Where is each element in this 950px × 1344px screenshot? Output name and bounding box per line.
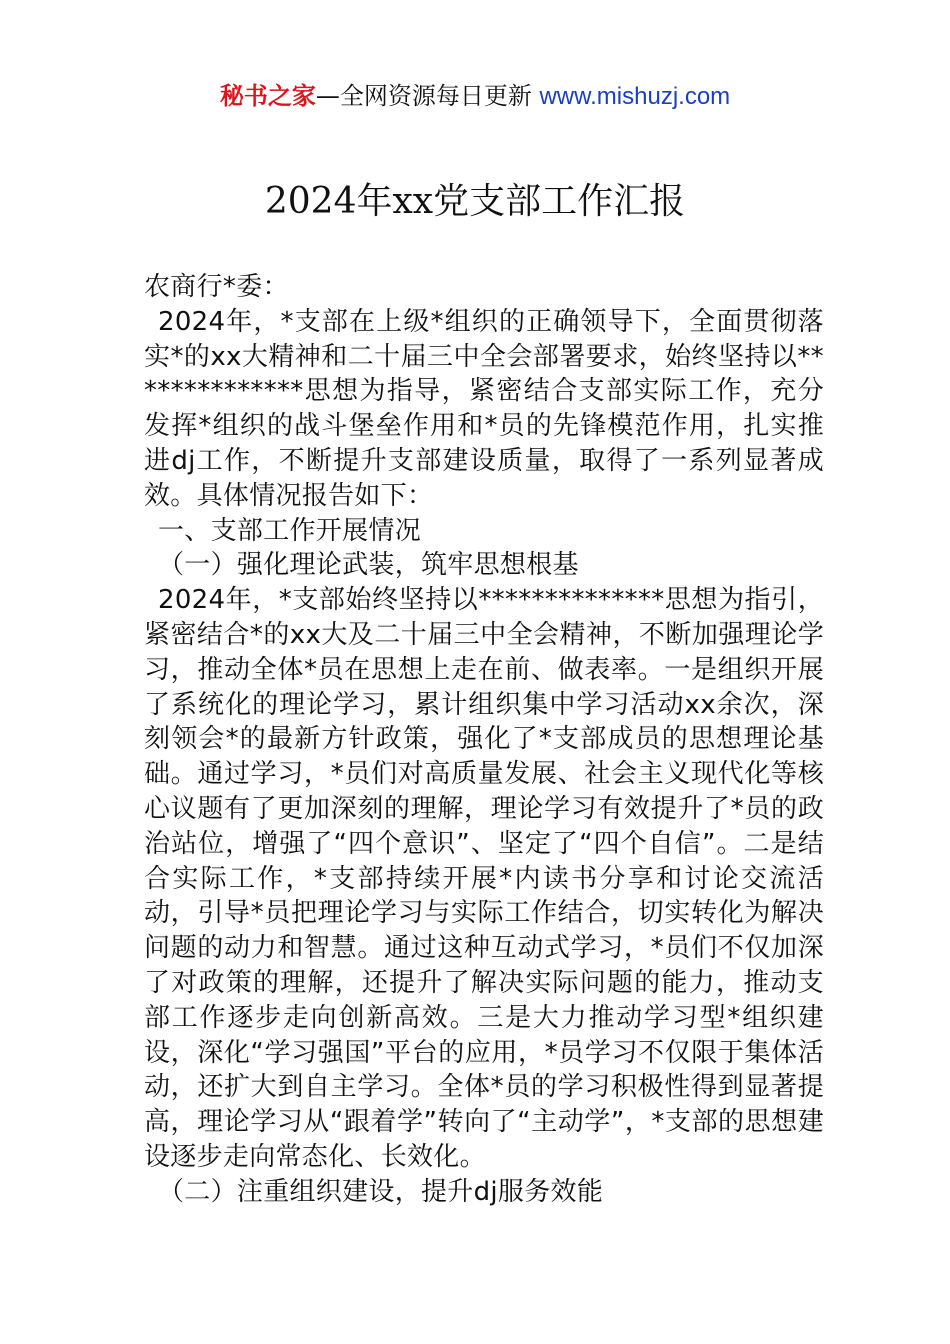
document-title: 2024年xx党支部工作汇报 (264, 181, 686, 222)
subsection-1-body: 2024年，*支部始终坚持以**************思想为指引，紧密结合*的xx大及二十届三中全会精神，不断加强理论学习，推动全体*员在思想上走在前、做表率。一是组织开展了系统化的理论学习，累计组织集中学习活动xx余次，深刻领会*的最新方针政策，强化了*支部成员的思想理论基础。通过学习，*员们对高质量发展、社会主义现代化等核心议题有了更加深刻的理解，理论学习有效提升了*员的政治站位，增强了“四个意识”、坚定了“四个自信”。二是结合实际工作，*支部持续开展*内读书分享和讨论交流活动，引导*员把理论学习与实际工作结合，切实转化为解决问题的动力和智慧。通过这种互动式学习，*员们不仅加深了对政策的理解，还提升了解决实际问题的能力，推动支部工作逐步走向创新高效。三是大力推动学习型*组织建设，深化“学习强国”平台的应用，*员学习不仅限于集体活动，还扩大到自主学习。全体*员的学习积极性得到显著提高，理论学习从“跟着学”转向了“主动学”，*支部的思想建设逐步走向常态化、长效化。 (144, 585, 824, 1172)
site-banner (0, 80, 950, 113)
section-1-heading: 一、支部工作开展情况 (158, 515, 422, 546)
banner-site-link[interactable]: www.mishuzj.com (539, 83, 731, 110)
intro-paragraph: 2024年，*支部在上级*组织的正确领导下，全面贯彻落实*的xx大精神和二十届三中全会部署要求，始终坚持以**************思想为指导，紧密结合支部实际工作，充分发挥*组织的战斗堡垒作用和*员的先锋模范作用，扎实推进dj工作，不断提升支部建设质量，取得了一系列显著成效。具体情况报告如下： (144, 306, 824, 511)
subsection-1-heading: （一）强化理论武装，筑牢思想根基 (158, 550, 579, 581)
banner-brand: 秘书之家 (219, 82, 316, 110)
salutation: 农商行*委： (144, 272, 289, 302)
banner-tagline: —全网资源每日更新 (315, 82, 540, 110)
subsection-2-heading: （二）注重组织建设，提升dj服务效能 (158, 1176, 604, 1207)
document-body (144, 270, 824, 1210)
